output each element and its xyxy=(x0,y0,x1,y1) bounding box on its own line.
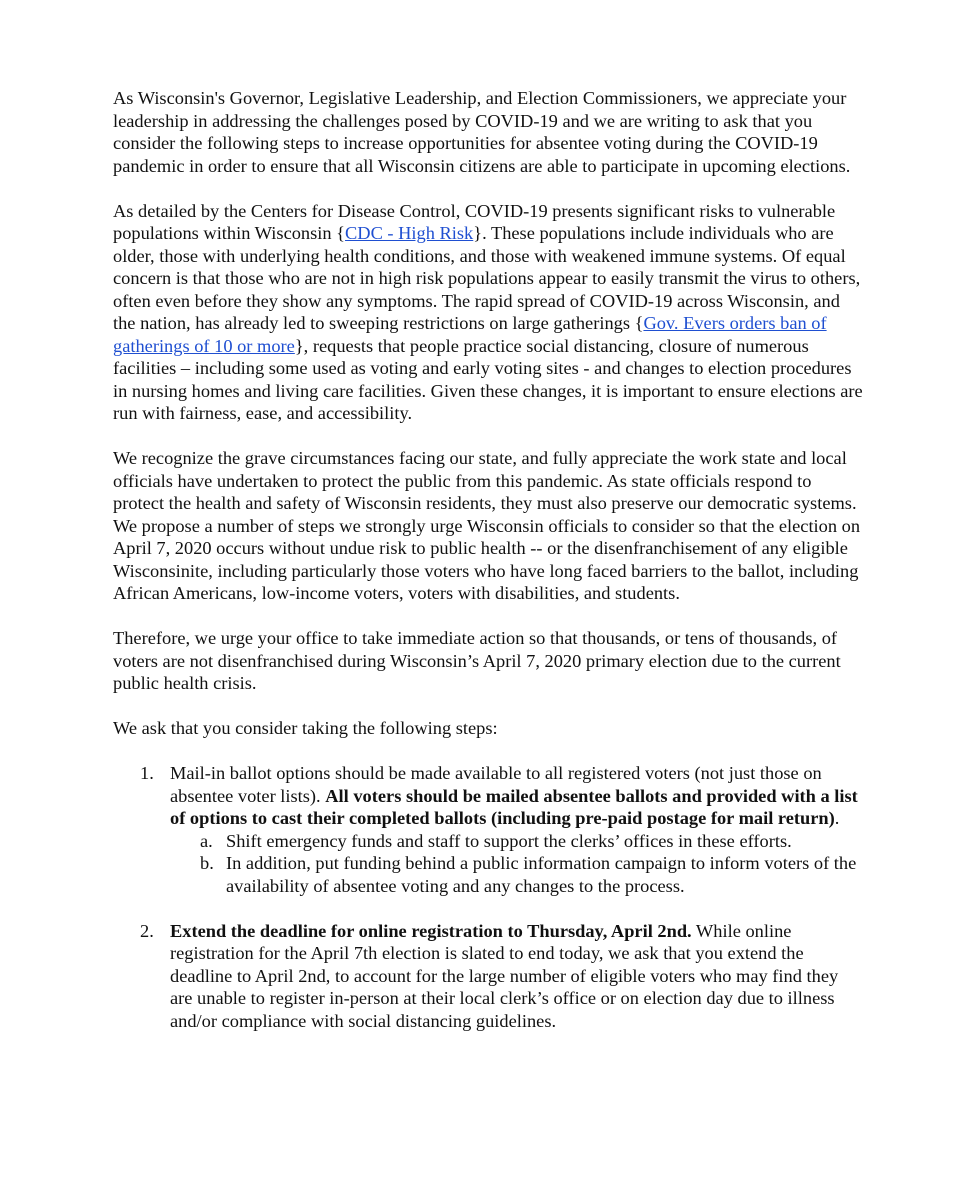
paragraph-cdc-text-2: }. These populations include individuals who are older, those with underlying health conditions, and those with weakened immune systems. Of equal concern is that those who are not in high risk populations appear to easily transmit the virus to others, often even before they show any symptoms. The rapid spread of COVID-19 across Wisconsin, and the nation, has already led to sweeping restrictions on large gatherings { xyxy=(113,223,861,333)
step-bold-text: Extend the deadline for online registration to Thursday, April 2nd. xyxy=(170,920,692,941)
letter-body xyxy=(113,87,863,1055)
step-number: 1. xyxy=(140,763,154,783)
step-item-extend-deadline xyxy=(140,920,863,1033)
paragraph-grave-circumstances: We recognize the grave circumstances facing our state, and fully appreciate the work state and local officials have undertaken to protect the public from this pandemic. As state officials respond to protect the health and safety of Wisconsin residents, they must also preserve our democratic systems. We propose a number of steps we strongly urge Wisconsin officials to consider so that the election on April 7, 2020 occurs without undue risk to public health -- or the disenfranchisement of any eligible Wisconsinite, including particularly those voters who have long faced barriers to the ballot, including African Americans, low-income voters, voters with disabilities, and students. xyxy=(113,448,861,603)
sub-step-text: In addition, put funding behind a public information campaign to inform voters of the availability of absentee voting and any changes to the process. xyxy=(226,853,857,896)
sub-step-letter: b. xyxy=(200,853,214,873)
step-item-mail-ballots xyxy=(140,762,863,897)
paragraph-cdc-text-3: }, requests that people practice social distancing, closure of numerous facilities – including some used as voting and early voting sites - and changes to election procedures in nursing homes and living care facilities. Given these changes, it is important to ensure elections are run with fairness, ease, and accessibility. xyxy=(113,335,863,423)
paragraph-cdc-risks xyxy=(113,200,863,425)
sub-step-item xyxy=(200,852,863,897)
paragraph-intro: As Wisconsin's Governor, Legislative Leadership, and Election Commissioners, we appreciate your leadership in addressing the challenges posed by COVID-19 and we are writing to ask that you consider the following steps to increase opportunities for absentee voting during the COVID-19 pandemic in order to ensure that all Wisconsin citizens are able to participate in upcoming elections. xyxy=(113,88,851,176)
paragraph-cdc-text-1: As detailed by the Centers for Disease Control, COVID-19 presents significant risks to vulnerable populations within Wisconsin { xyxy=(113,200,836,243)
step-text: While online registration for the April 7th election is slated to end today, we ask that you extend the deadline to April 2nd, to account for the large number of eligible voters who may find they are unable to register in-person at their local clerk’s office or on election day due to illness and/or compliance with social distancing guidelines. xyxy=(170,920,839,1031)
sub-steps-list xyxy=(170,830,863,898)
sub-step-item xyxy=(200,830,863,853)
step-bold-text: All voters should be mailed absentee ballots and provided with a list of options to cast their completed ballots (including pre-paid postage for mail return) xyxy=(170,785,858,828)
step-number: 2. xyxy=(140,920,154,941)
step-text: Mail-in ballot options should be made available to all registered voters (not just those on absentee voter lists). xyxy=(170,763,822,806)
sub-step-text: Shift emergency funds and staff to support the clerks’ offices in these efforts. xyxy=(226,830,792,851)
step-text-tail: . xyxy=(834,808,840,828)
gathering-ban-link[interactable]: Gov. Evers orders ban of gatherings of 10 or more xyxy=(113,313,827,356)
sub-step-letter: a. xyxy=(200,830,213,851)
steps-list xyxy=(113,762,863,1032)
paragraph-urge-action: Therefore, we urge your office to take immediate action so that thousands, or tens of thousands, of voters are not disenfranchised during Wisconsin’s April 7, 2020 primary election due to the current public health crisis. xyxy=(113,628,841,693)
cdc-high-risk-link[interactable]: CDC - High Risk xyxy=(345,223,474,243)
paragraph-steps-intro: We ask that you consider taking the following steps: xyxy=(113,718,498,738)
